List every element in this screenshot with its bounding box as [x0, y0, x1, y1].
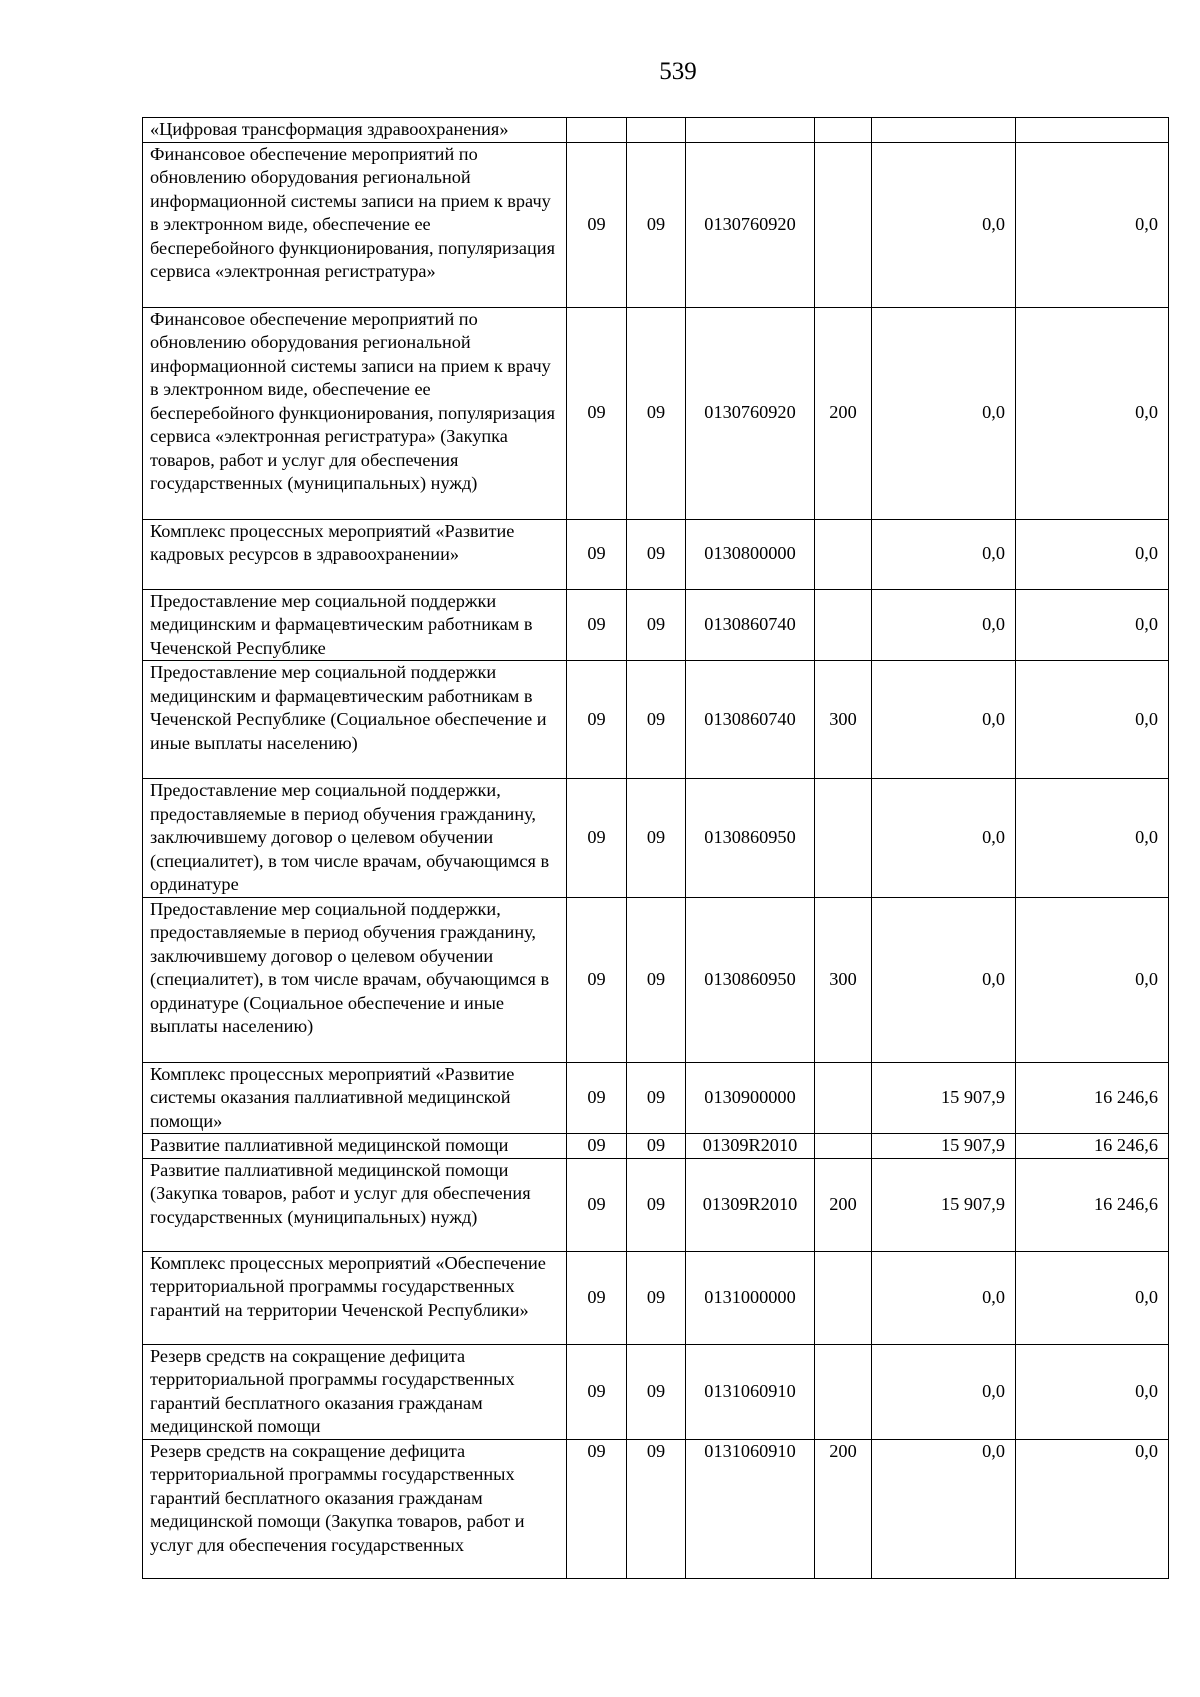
row-name-cell: Комплекс процессных мероприятий «Обеспечение территориальной программы государственных гарантий на территории Чеченской Республики»: [143, 1251, 567, 1344]
row-expense-type-cell: [815, 1344, 872, 1439]
budget-table: [142, 117, 1169, 1579]
row-expense-type-cell: [815, 118, 872, 143]
row-target-article-cell: 0131060910: [686, 1439, 815, 1578]
row-sum-year1-cell: 0,0: [872, 307, 1016, 519]
row-expense-type-cell: [815, 1134, 872, 1159]
row-section-cell: 09: [567, 897, 627, 1062]
row-sum-year2-cell: 16 246,6: [1016, 1134, 1169, 1159]
row-target-article-cell: 0130860740: [686, 589, 815, 661]
row-section-cell: 09: [567, 1439, 627, 1578]
row-target-article-cell: 0130760920: [686, 307, 815, 519]
row-target-article-cell: 0130760920: [686, 142, 815, 307]
row-sum-year1-cell: 0,0: [872, 1439, 1016, 1578]
table-row: [143, 1251, 1169, 1344]
row-subsection-cell: 09: [627, 1439, 686, 1578]
table-row: [143, 1439, 1169, 1578]
row-name-cell: «Цифровая трансформация здравоохранения»: [143, 118, 567, 143]
row-sum-year2-cell: 0,0: [1016, 779, 1169, 898]
row-name-cell: Резерв средств на сокращение дефицита территориальной программы государственных гарантий бесплатного оказания гражданам медицинской помощи: [143, 1344, 567, 1439]
table-row: [143, 897, 1169, 1062]
row-name-cell: Комплекс процессных мероприятий «Развитие системы оказания паллиативной медицинской помощи»: [143, 1062, 567, 1134]
table-row: [143, 1158, 1169, 1251]
row-sum-year2-cell: 0,0: [1016, 589, 1169, 661]
row-sum-year2-cell: 0,0: [1016, 519, 1169, 589]
row-target-article-cell: 0130860740: [686, 661, 815, 779]
row-subsection-cell: 09: [627, 1158, 686, 1251]
table-row: [143, 519, 1169, 589]
row-subsection-cell: 09: [627, 142, 686, 307]
row-target-article-cell: 0130900000: [686, 1062, 815, 1134]
row-sum-year2-cell: 16 246,6: [1016, 1158, 1169, 1251]
row-section-cell: 09: [567, 779, 627, 898]
row-target-article-cell: 0131000000: [686, 1251, 815, 1344]
row-subsection-cell: 09: [627, 307, 686, 519]
table-row: [143, 307, 1169, 519]
row-expense-type-cell: [815, 1062, 872, 1134]
row-sum-year2-cell: 0,0: [1016, 1439, 1169, 1578]
row-sum-year1-cell: 0,0: [872, 589, 1016, 661]
table-row: [143, 779, 1169, 898]
row-expense-type-cell: [815, 519, 872, 589]
row-section-cell: 09: [567, 1062, 627, 1134]
row-sum-year2-cell: 0,0: [1016, 1251, 1169, 1344]
row-sum-year1-cell: 0,0: [872, 1344, 1016, 1439]
row-subsection-cell: 09: [627, 589, 686, 661]
row-expense-type-cell: [815, 142, 872, 307]
row-sum-year1-cell: 0,0: [872, 779, 1016, 898]
row-name-cell: Развитие паллиативной медицинской помощи (Закупка товаров, работ и услуг для обеспечения государственных (муниципальных) нужд): [143, 1158, 567, 1251]
row-name-cell: Предоставление мер социальной поддержки, предоставляемые в период обучения гражданину, заключившему договор о целевом обучении (специалитет), в том числе врачам, обучающимся в ординатуре (Социальное обеспечение и иные выплаты населению): [143, 897, 567, 1062]
row-name-cell: Комплекс процессных мероприятий «Развитие кадровых ресурсов в здравоохранении»: [143, 519, 567, 589]
row-sum-year2-cell: 0,0: [1016, 142, 1169, 307]
row-sum-year2-cell: 0,0: [1016, 661, 1169, 779]
row-section-cell: 09: [567, 661, 627, 779]
row-section-cell: [567, 118, 627, 143]
row-section-cell: 09: [567, 1251, 627, 1344]
page-number: 539: [659, 58, 697, 85]
row-target-article-cell: [686, 118, 815, 143]
row-section-cell: 09: [567, 589, 627, 661]
table-row: [143, 118, 1169, 143]
row-sum-year2-cell: 0,0: [1016, 307, 1169, 519]
row-expense-type-cell: 200: [815, 307, 872, 519]
row-target-article-cell: 01309R2010: [686, 1134, 815, 1159]
row-target-article-cell: 0130800000: [686, 519, 815, 589]
row-name-cell: Финансовое обеспечение мероприятий по обновлению оборудования региональной информационной системы записи на прием к врачу в электронном виде, обеспечение ее бесперебойного функционирования, популяризация сервиса «электронная регистратура»: [143, 142, 567, 307]
row-name-cell: Предоставление мер социальной поддержки медицинским и фармацевтическим работникам в Чеченской Республике (Социальное обеспечение и иные выплаты населению): [143, 661, 567, 779]
row-expense-type-cell: [815, 779, 872, 898]
row-expense-type-cell: 200: [815, 1439, 872, 1578]
row-expense-type-cell: 300: [815, 897, 872, 1062]
row-expense-type-cell: 300: [815, 661, 872, 779]
row-sum-year1-cell: 0,0: [872, 897, 1016, 1062]
row-sum-year1-cell: 0,0: [872, 661, 1016, 779]
row-name-cell: Предоставление мер социальной поддержки медицинским и фармацевтическим работникам в Чеченской Республике: [143, 589, 567, 661]
row-target-article-cell: 0131060910: [686, 1344, 815, 1439]
row-name-cell: Финансовое обеспечение мероприятий по обновлению оборудования региональной информационной системы записи на прием к врачу в электронном виде, обеспечение ее бесперебойного функционирования, популяризация сервиса «электронная регистратура» (Закупка товаров, работ и услуг для обеспечения государственных (муниципальных) нужд): [143, 307, 567, 519]
row-subsection-cell: 09: [627, 1344, 686, 1439]
row-subsection-cell: 09: [627, 779, 686, 898]
row-name-cell: Резерв средств на сокращение дефицита территориальной программы государственных гарантий бесплатного оказания гражданам медицинской помощи (Закупка товаров, работ и услуг для обеспечения государственных: [143, 1439, 567, 1578]
table-row: [143, 661, 1169, 779]
row-expense-type-cell: 200: [815, 1158, 872, 1251]
row-sum-year2-cell: [1016, 118, 1169, 143]
row-sum-year1-cell: 15 907,9: [872, 1158, 1016, 1251]
table-row: [143, 589, 1169, 661]
table-row: [143, 1134, 1169, 1159]
row-section-cell: 09: [567, 1158, 627, 1251]
row-sum-year1-cell: 0,0: [872, 1251, 1016, 1344]
row-expense-type-cell: [815, 589, 872, 661]
row-sum-year1-cell: [872, 118, 1016, 143]
row-subsection-cell: 09: [627, 1062, 686, 1134]
row-sum-year1-cell: 15 907,9: [872, 1062, 1016, 1134]
row-name-cell: Развитие паллиативной медицинской помощи: [143, 1134, 567, 1159]
row-sum-year1-cell: 0,0: [872, 519, 1016, 589]
row-section-cell: 09: [567, 142, 627, 307]
row-expense-type-cell: [815, 1251, 872, 1344]
row-target-article-cell: 0130860950: [686, 897, 815, 1062]
row-subsection-cell: [627, 118, 686, 143]
row-target-article-cell: 0130860950: [686, 779, 815, 898]
table-row: [143, 142, 1169, 307]
row-section-cell: 09: [567, 307, 627, 519]
row-sum-year1-cell: 0,0: [872, 142, 1016, 307]
budget-table-body: [143, 118, 1169, 1579]
row-sum-year2-cell: 16 246,6: [1016, 1062, 1169, 1134]
row-target-article-cell: 01309R2010: [686, 1158, 815, 1251]
row-subsection-cell: 09: [627, 661, 686, 779]
row-section-cell: 09: [567, 519, 627, 589]
row-subsection-cell: 09: [627, 1134, 686, 1159]
row-subsection-cell: 09: [627, 1251, 686, 1344]
table-row: [143, 1344, 1169, 1439]
table-row: [143, 1062, 1169, 1134]
row-sum-year2-cell: 0,0: [1016, 1344, 1169, 1439]
row-subsection-cell: 09: [627, 897, 686, 1062]
row-subsection-cell: 09: [627, 519, 686, 589]
row-section-cell: 09: [567, 1134, 627, 1159]
row-sum-year1-cell: 15 907,9: [872, 1134, 1016, 1159]
row-name-cell: Предоставление мер социальной поддержки, предоставляемые в период обучения гражданину, заключившему договор о целевом обучении (специалитет), в том числе врачам, обучающимся в ординатуре: [143, 779, 567, 898]
row-section-cell: 09: [567, 1344, 627, 1439]
row-sum-year2-cell: 0,0: [1016, 897, 1169, 1062]
